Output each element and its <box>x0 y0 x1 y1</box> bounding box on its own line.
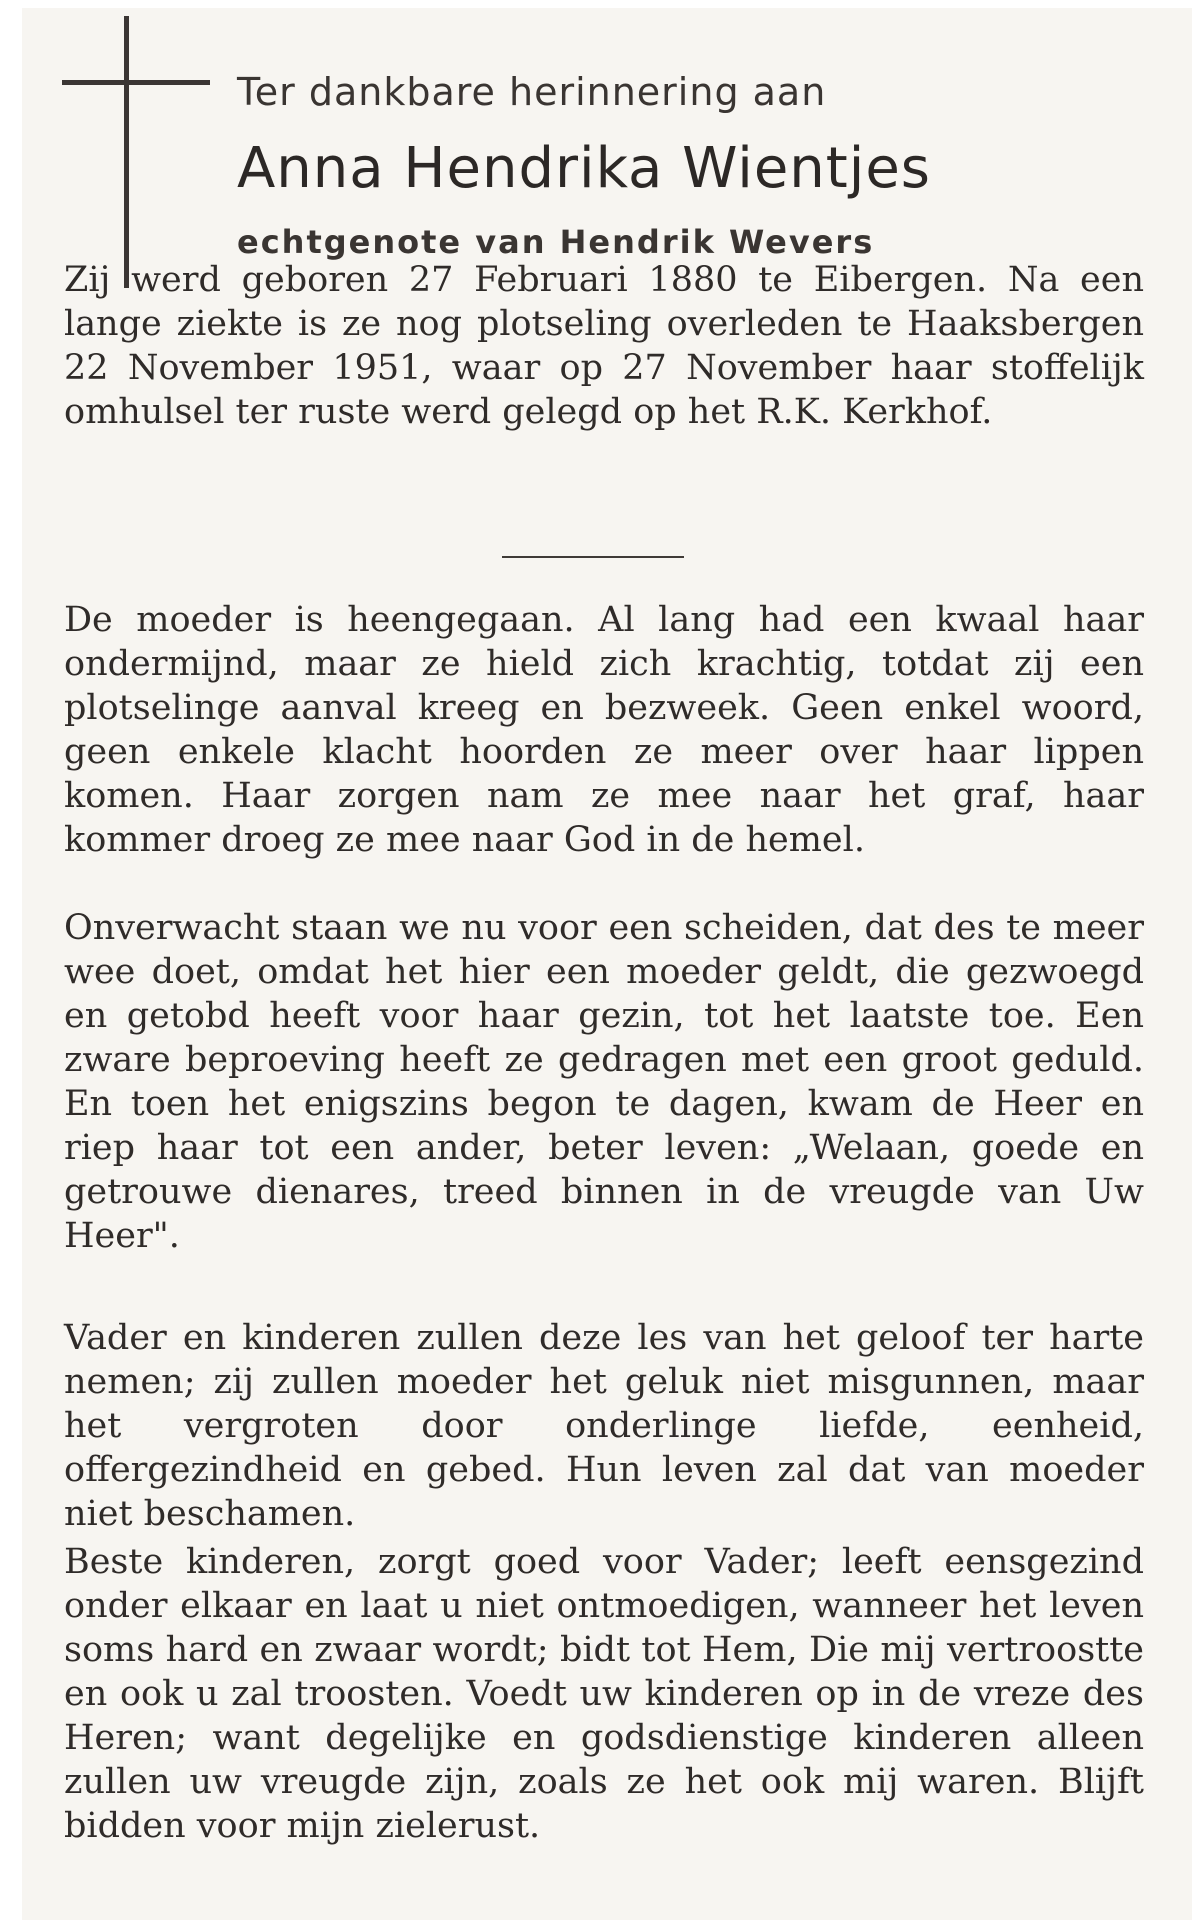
cross-horizontal-bar <box>62 80 210 85</box>
tribute-paragraph-2: Onverwacht staan we nu voor een scheiden, dat des te meer wee doet, omdat het hier een moeder geldt, die gezwoegd en getobd heeft voor haar gezin, tot het laatste toe. Een zware beproeving heeft ze gedragen met een groot geduld. En toen het enigszins begon te dagen, kwam de Heer en riep haar tot een ander, beter leven: „Welaan, goede en getrouwe dienares, treed binnen in de vreugde van Uw Heer". <box>64 908 1144 1256</box>
section-divider <box>502 556 684 558</box>
memorial-card <box>22 8 1192 1920</box>
deceased-name: Anna Hendrika Wientjes <box>237 136 931 201</box>
tribute-paragraph-3: Vader en kinderen zullen deze les van het geloof ter harte nemen; zij zullen moeder het geluk niet misgunnen, maar het vergroten door onderlinge liefde, eenheid, offergezindheid en gebed. Hun leven zal dat van moeder niet beschamen. <box>64 1318 1144 1534</box>
dedication-line: Ter dankbare herinnering aan <box>237 70 827 114</box>
spouse-line: echtgenote van Hendrik Wevers <box>237 223 875 261</box>
card-header <box>237 70 1157 261</box>
biography-paragraph: Zij werd geboren 27 Februari 1880 te Eibergen. Na een lange ziekte is ze nog plotseling overleden te Haaksbergen 22 November 1951, waar op 27 November haar stoffelijk omhulsel ter ruste werd gelegd op het R.K. Kerkhof. <box>64 260 1144 432</box>
cross-vertical-bar <box>124 16 129 288</box>
tribute-paragraph-1: De moeder is heengegaan. Al lang had een kwaal haar ondermijnd, maar ze hield zich krachtig, totdat zij een plotselinge aanval kreeg en bezweek. Geen enkel woord, geen enkele klacht hoorden ze meer over haar lippen komen. Haar zorgen nam ze mee naar het graf, haar kommer droeg ze mee naar God in de hemel. <box>64 600 1144 860</box>
tribute-paragraph-4: Beste kinderen, zorgt goed voor Vader; leeft eensgezind onder elkaar en laat u niet ontmoedigen, wanneer het leven soms hard en zwaar wordt; bidt tot Hem, Die mij vertroostte en ook u zal troosten. Voedt uw kinderen op in de vreze des Heren; want degelijke en godsdienstige kinderen alleen zullen uw vreugde zijn, zoals ze het ook mij waren. Blijft bidden voor mijn zielerust. <box>64 1542 1144 1846</box>
